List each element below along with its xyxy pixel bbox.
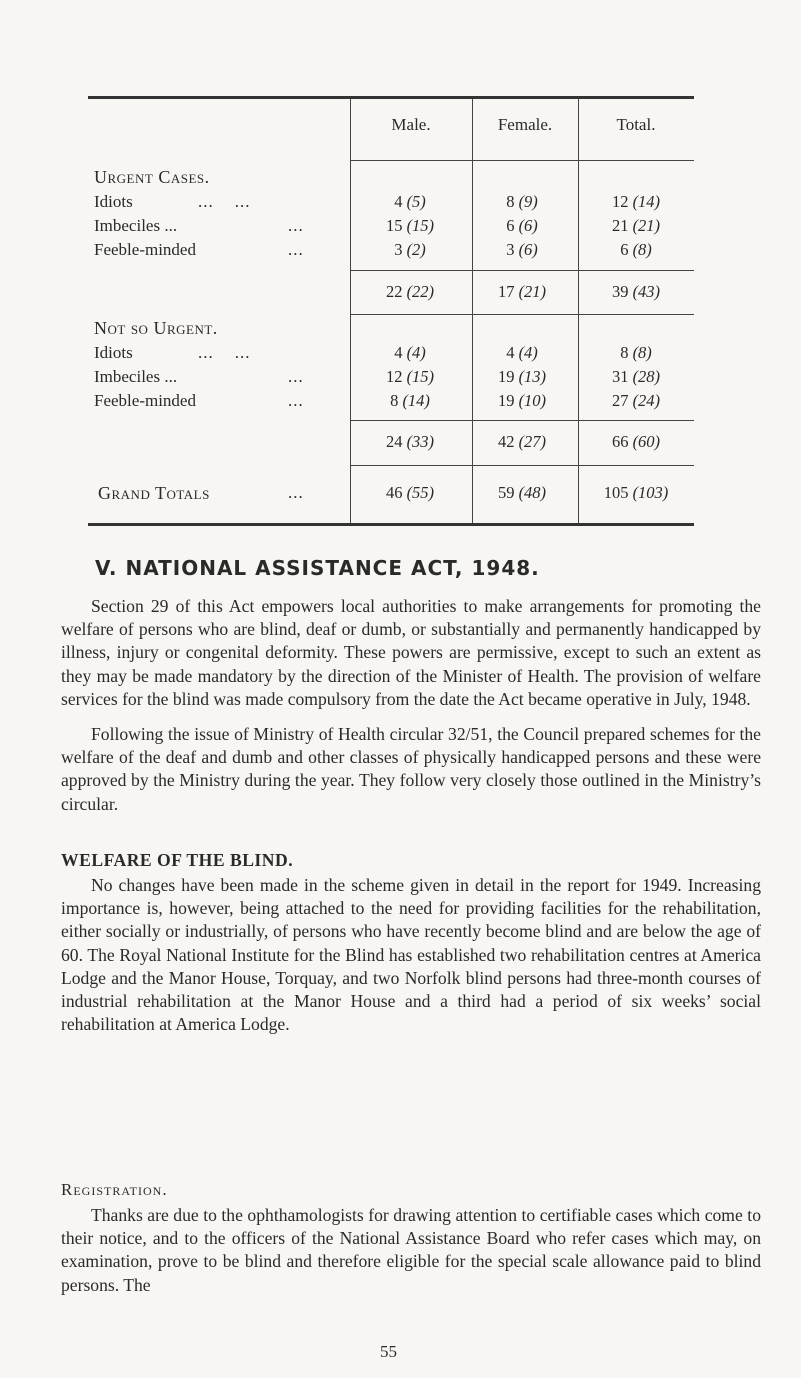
leader-dots: ... ... bbox=[198, 192, 251, 211]
section-title-not-urgent: Not so Urgent. bbox=[94, 318, 218, 338]
cell-male: 3 (2) bbox=[394, 240, 426, 259]
cell-female: 8 (9) bbox=[506, 192, 538, 211]
leader-dots: ... bbox=[288, 483, 304, 502]
row-label: Feeble-minded bbox=[94, 391, 196, 410]
paragraph-2: Following the issue of Ministry of Health circular 32/51, the Council prepared schemes for the welfare of the deaf and dumb and other classes of physically handicapped persons and these were approved by the Ministry during the year. They follow very closely those outlined in the Ministry’s circular. bbox=[61, 724, 761, 814]
paragraph-3: No changes have been made in the scheme given in detail in the report for 1949. Increasing importance is, however, being attached to the need for providing facilities for the rehabilitation, either socially or industrially, of persons who have recently become blind and are below the age of 60. The Royal National Institute for the Blind has established two rehabilitation centres at America Lodge and the Manor House, Torquay, and two Norfolk blind persons had three-month courses of industrial rehabilitation at the Manor House and a third had a period of six weeks’ social rehabilitation at America Lodge. bbox=[61, 875, 761, 1035]
section-title-urgent: Urgent Cases. bbox=[94, 167, 210, 187]
subtotal-rule bbox=[350, 420, 694, 421]
grand-total-total: 105 (103) bbox=[603, 483, 669, 502]
leader-dots: ... bbox=[288, 391, 304, 410]
header-male: Male. bbox=[391, 115, 431, 134]
subtotal-male: 24 (33) bbox=[385, 432, 435, 451]
leader-dots: ... ... bbox=[198, 343, 251, 362]
subtotal-female: 17 (21) bbox=[497, 282, 547, 301]
grand-total-female: 59 (48) bbox=[497, 483, 547, 502]
grand-total-label: Grand Totals bbox=[98, 483, 210, 503]
cell-male: 8 (14) bbox=[390, 391, 430, 410]
subtotal-total: 39 (43) bbox=[611, 282, 661, 301]
cell-total: 8 (8) bbox=[620, 343, 652, 362]
subtotal-total: 66 (60) bbox=[611, 432, 661, 451]
paragraph-4: Thanks are due to the ophthamologists for drawing attention to certifiable cases which come to their notice, and to the officers of the National Assistance Board who refer cases which may, on examination, prove to be blind and therefore eligible for the special scale allowance paid to blind persons. The bbox=[61, 1205, 761, 1295]
cell-female: 3 (6) bbox=[506, 240, 538, 259]
row-label: Idiots bbox=[94, 343, 133, 362]
header-total: Total. bbox=[616, 115, 656, 134]
cell-male: 4 (5) bbox=[394, 192, 426, 211]
cell-total: 31 (28) bbox=[611, 367, 661, 386]
cell-total: 12 (14) bbox=[611, 192, 661, 211]
statistics-table bbox=[88, 96, 694, 526]
page-number: 55 bbox=[380, 1342, 397, 1361]
row-label: Feeble-minded bbox=[94, 240, 196, 259]
cell-total: 27 (24) bbox=[611, 391, 661, 410]
grand-total-rule bbox=[350, 465, 694, 466]
row-label: Idiots bbox=[94, 192, 133, 211]
cell-total: 6 (8) bbox=[620, 240, 652, 259]
cell-male: 4 (4) bbox=[394, 343, 426, 362]
column-divider bbox=[578, 99, 579, 523]
subtotal-male: 22 (22) bbox=[385, 282, 435, 301]
subtotal-rule bbox=[350, 270, 694, 271]
cell-female: 19 (10) bbox=[497, 391, 547, 410]
welfare-heading: WELFARE OF THE BLIND. bbox=[61, 850, 294, 870]
cell-female: 19 (13) bbox=[497, 367, 547, 386]
header-female: Female. bbox=[497, 115, 553, 134]
registration-heading: Registration. bbox=[61, 1180, 168, 1199]
cell-total: 21 (21) bbox=[611, 216, 661, 235]
cell-male: 15 (15) bbox=[385, 216, 435, 235]
column-divider bbox=[350, 99, 351, 523]
subtotal-rule bbox=[350, 314, 694, 315]
column-divider bbox=[472, 99, 473, 523]
header-rule bbox=[350, 160, 694, 161]
row-label: Imbeciles ... bbox=[94, 367, 178, 386]
leader-dots: ... bbox=[288, 216, 304, 235]
section-heading: V. NATIONAL ASSISTANCE ACT, 1948. bbox=[95, 556, 540, 580]
cell-male: 12 (15) bbox=[385, 367, 435, 386]
leader-dots: ... bbox=[288, 367, 304, 386]
row-label: Imbeciles ... bbox=[94, 216, 178, 235]
subtotal-female: 42 (27) bbox=[497, 432, 547, 451]
leader-dots: ... bbox=[288, 240, 304, 259]
grand-total-male: 46 (55) bbox=[385, 483, 435, 502]
cell-female: 4 (4) bbox=[506, 343, 538, 362]
paragraph-1: Section 29 of this Act empowers local authorities to make arrangements for promoting the welfare of persons who are blind, deaf or dumb, or substantially and permanently handicapped by illness, injury or congenital deformity. These powers are permissive, except to such an extent as they may be made mandatory by the direction of the Minister of Health. The provision of welfare services for the blind was made compulsory from the date the Act became operative in July, 1948. bbox=[61, 596, 761, 709]
cell-female: 6 (6) bbox=[506, 216, 538, 235]
